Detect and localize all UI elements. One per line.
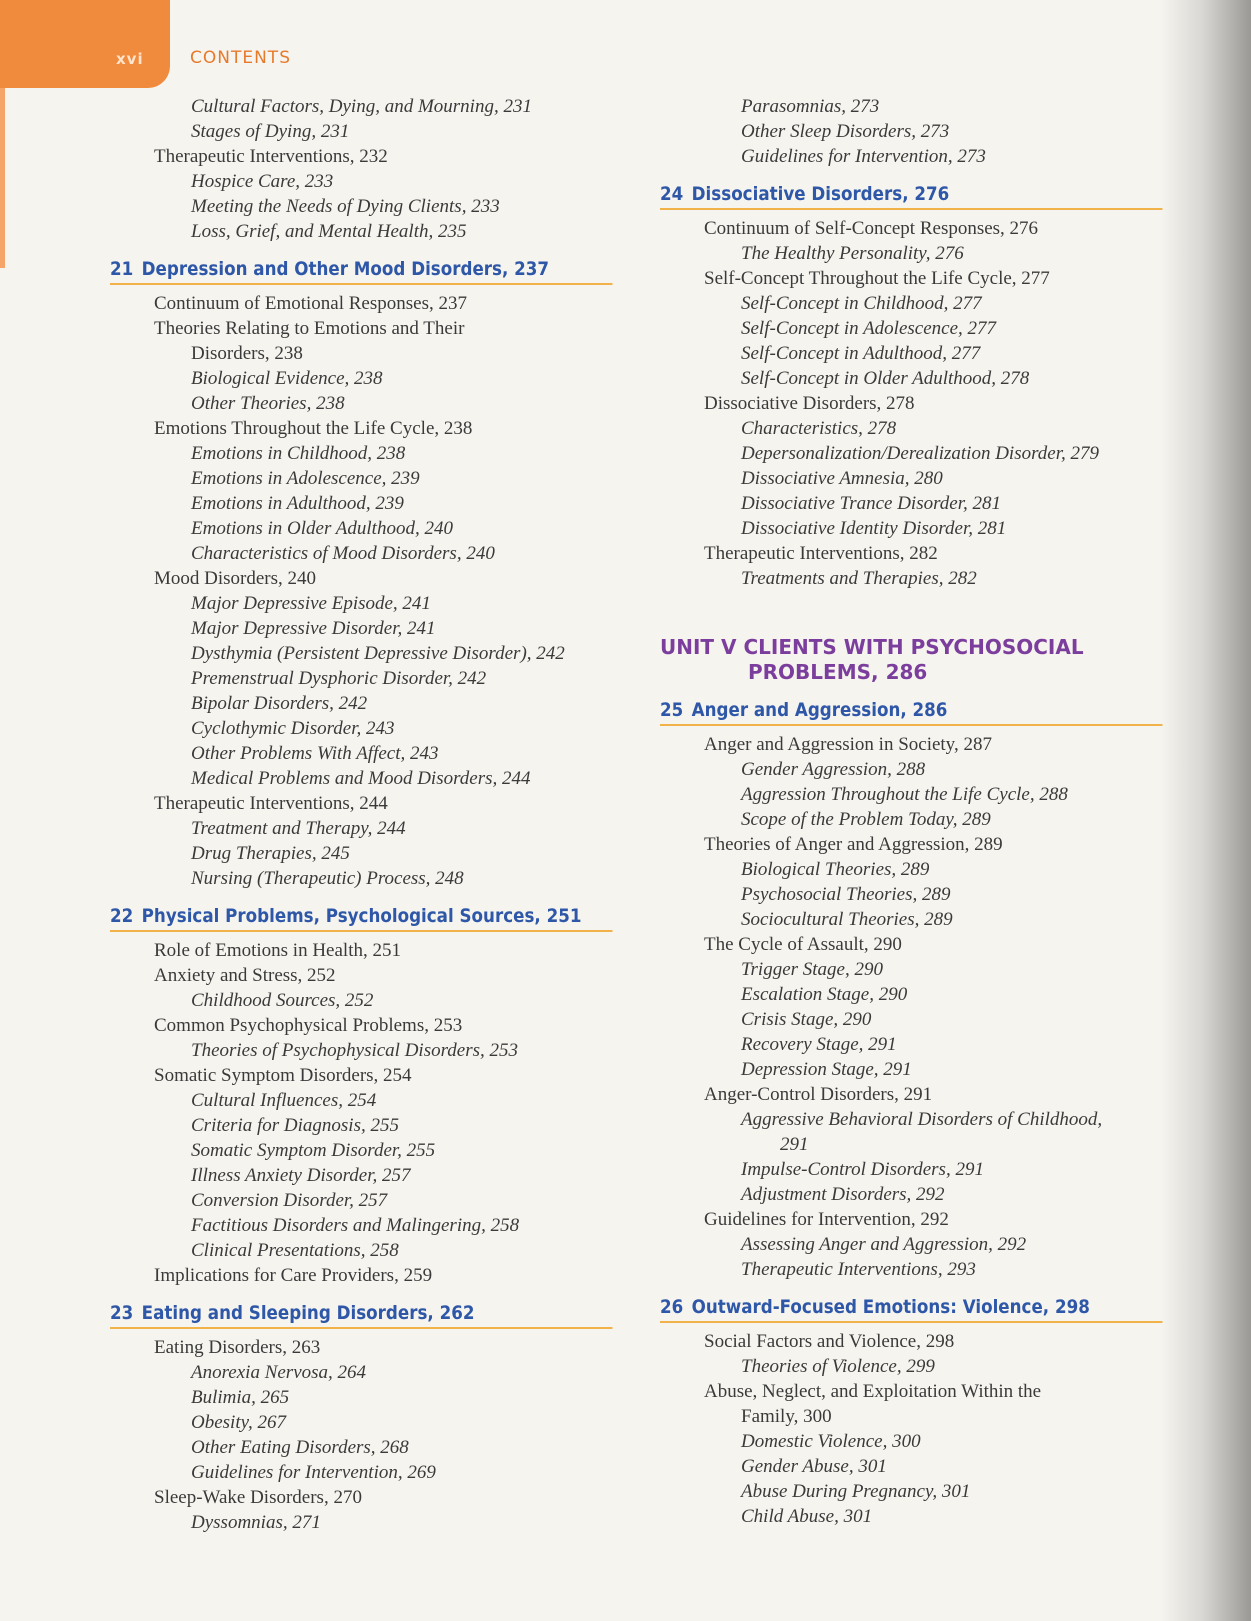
toc-entry: Meeting the Needs of Dying Clients, 233 [191, 196, 500, 217]
toc-entry: Crisis Stage, 290 [741, 1009, 872, 1030]
toc-entry: Mood Disorders, 240 [154, 568, 317, 589]
toc-entry: Somatic Symptom Disorders, 254 [154, 1065, 412, 1086]
toc-entry: Medical Problems and Mood Disorders, 244 [191, 768, 531, 789]
toc-entry: Other Theories, 238 [191, 393, 345, 414]
toc-entry: Other Sleep Disorders, 273 [741, 121, 950, 142]
toc-entry: Anorexia Nervosa, 264 [191, 1362, 367, 1383]
toc-entry: Loss, Grief, and Mental Health, 235 [191, 221, 467, 242]
toc-entry: Aggressive Behavioral Disorders of Childhood, [741, 1109, 1103, 1130]
toc-entry: Factitious Disorders and Malingering, 258 [191, 1215, 520, 1236]
toc-entry: Dysthymia (Persistent Depressive Disorder), 242 [191, 643, 565, 664]
left-top-items [110, 94, 615, 244]
toc-entry: Dissociative Disorders, 278 [704, 393, 915, 414]
toc-entry: Characteristics, 278 [741, 418, 897, 439]
unit-heading [660, 635, 1165, 685]
toc-entry: Implications for Care Providers, 259 [154, 1265, 433, 1286]
toc-entry: Clinical Presentations, 258 [191, 1240, 399, 1261]
toc-entry: Child Abuse, 301 [741, 1506, 873, 1527]
toc-entry: Other Problems With Affect, 243 [191, 743, 439, 764]
toc-entry: Adjustment Disorders, 292 [741, 1184, 945, 1205]
toc-entry: Major Depressive Episode, 241 [191, 593, 431, 614]
toc-entry: Sleep-Wake Disorders, 270 [154, 1487, 362, 1508]
toc-entry: Depersonalization/Derealization Disorder, 279 [741, 443, 1100, 464]
toc-entry: The Cycle of Assault, 290 [704, 934, 902, 955]
toc-entry: Anger and Aggression in Society, 287 [704, 734, 992, 755]
toc-entry: Therapeutic Interventions, 282 [704, 543, 938, 564]
toc-entry: Role of Emotions in Health, 251 [154, 940, 401, 961]
chapter-title: Depression and Other Mood Disorders, 237 [141, 258, 550, 280]
toc-entry: Psychosocial Theories, 289 [741, 884, 951, 905]
toc-entry: Emotions in Childhood, 238 [191, 443, 406, 464]
toc-entry: Therapeutic Interventions, 293 [741, 1259, 976, 1280]
toc-entry: Self-Concept in Adulthood, 277 [741, 343, 981, 364]
toc-entry: Escalation Stage, 290 [741, 984, 908, 1005]
toc-entry: Emotions in Older Adulthood, 240 [191, 518, 453, 539]
toc-entry: Anger-Control Disorders, 291 [704, 1084, 933, 1105]
toc-entry: Premenstrual Dysphoric Disorder, 242 [191, 668, 487, 689]
toc-entry: Major Depressive Disorder, 241 [191, 618, 436, 639]
toc-entry: Nursing (Therapeutic) Process, 248 [191, 868, 464, 889]
toc-entry: Emotions Throughout the Life Cycle, 238 [154, 418, 473, 439]
page-number: xvi [116, 50, 144, 68]
toc-entry: Self-Concept in Childhood, 277 [741, 293, 982, 314]
chapter-24 [660, 183, 1165, 591]
chapter-heading [660, 699, 1162, 726]
chapter-heading [660, 1296, 1162, 1323]
toc-entry: Childhood Sources, 252 [191, 990, 374, 1011]
toc-entry: The Healthy Personality, 276 [741, 243, 964, 264]
chapter-title: Outward-Focused Emotions: Violence, 298 [691, 1296, 1090, 1318]
toc-entry: Impulse-Control Disorders, 291 [741, 1159, 984, 1180]
toc-entry: Cultural Factors, Dying, and Mourning, 231 [191, 96, 532, 117]
toc-entry: Other Eating Disorders, 268 [191, 1437, 409, 1458]
toc-entry: Therapeutic Interventions, 244 [154, 793, 388, 814]
toc-entry: Family, 300 [741, 1406, 832, 1427]
toc-entry: Drug Therapies, 245 [191, 843, 350, 864]
toc-entry: Abuse During Pregnancy, 301 [741, 1481, 971, 1502]
chapter-25 [660, 699, 1165, 1282]
toc-entry: Treatment and Therapy, 244 [191, 818, 406, 839]
toc-entry: Theories of Psychophysical Disorders, 253 [191, 1040, 519, 1061]
toc-entry: Emotions in Adulthood, 239 [191, 493, 404, 514]
unit-heading-line2: PROBLEMS, 286 [748, 660, 928, 684]
chapter-heading [110, 1302, 612, 1329]
toc-entry: Conversion Disorder, 257 [191, 1190, 388, 1211]
toc-entry: Dissociative Amnesia, 280 [741, 468, 943, 489]
toc-entry: Guidelines for Intervention, 273 [741, 146, 986, 167]
toc-entry: Guidelines for Intervention, 292 [704, 1209, 949, 1230]
toc-entry: Guidelines for Intervention, 269 [191, 1462, 436, 1483]
toc-entry: Bipolar Disorders, 242 [191, 693, 368, 714]
toc-entry: Gender Abuse, 301 [741, 1456, 887, 1477]
toc-entry: Characteristics of Mood Disorders, 240 [191, 543, 495, 564]
toc-entry: Illness Anxiety Disorder, 257 [191, 1165, 411, 1186]
toc-entry: Continuum of Emotional Responses, 237 [154, 293, 467, 314]
toc-entry: Theories of Violence, 299 [741, 1356, 935, 1377]
toc-entry: Continuum of Self-Concept Responses, 276 [704, 218, 1039, 239]
toc-entry: Dissociative Trance Disorder, 281 [741, 493, 1002, 514]
right-top-items [660, 94, 1165, 169]
toc-entry: Self-Concept in Older Adulthood, 278 [741, 368, 1030, 389]
toc-entry: Recovery Stage, 291 [741, 1034, 897, 1055]
toc-entry: Scope of the Problem Today, 289 [741, 809, 991, 830]
toc-entry: Depression Stage, 291 [741, 1059, 912, 1080]
toc-entry: Therapeutic Interventions, 232 [154, 146, 388, 167]
toc-entry: Stages of Dying, 231 [191, 121, 350, 142]
toc-entry: Criteria for Diagnosis, 255 [191, 1115, 399, 1136]
toc-entry: Abuse, Neglect, and Exploitation Within the [704, 1381, 1042, 1402]
toc-entry: Bulimia, 265 [191, 1387, 290, 1408]
toc-entry: Theories of Anger and Aggression, 289 [704, 834, 1003, 855]
toc-entry: Parasomnias, 273 [741, 96, 880, 117]
toc-entry: Anxiety and Stress, 252 [154, 965, 336, 986]
toc-entry: Biological Evidence, 238 [191, 368, 383, 389]
toc-entry: Disorders, 238 [191, 343, 303, 364]
toc-entry: Emotions in Adolescence, 239 [191, 468, 420, 489]
left-column [110, 94, 615, 1535]
right-chapters [660, 699, 1165, 1529]
toc-entry: Common Psychophysical Problems, 253 [154, 1015, 463, 1036]
toc-entry: Dissociative Identity Disorder, 281 [741, 518, 1007, 539]
chapter-number: 25 [660, 699, 684, 721]
toc-entry: 291 [780, 1134, 809, 1155]
chapter-number: 22 [110, 905, 134, 927]
chapter-heading [110, 258, 612, 285]
chapter-22 [110, 905, 615, 1288]
toc-entry: Hospice Care, 233 [191, 171, 334, 192]
left-chapters [110, 258, 615, 1535]
toc-entry: Sociocultural Theories, 289 [741, 909, 953, 930]
toc-entry: Eating Disorders, 263 [154, 1337, 321, 1358]
chapter-26 [660, 1296, 1165, 1529]
unit-heading-line1: UNIT V CLIENTS WITH PSYCHOSOCIAL [660, 635, 1084, 659]
page-tab [0, 0, 170, 88]
toc-entry: Obesity, 267 [191, 1412, 286, 1433]
page-gutter-shadow [1161, 0, 1251, 1621]
toc-entry: Domestic Violence, 300 [741, 1431, 921, 1452]
toc-entry: Theories Relating to Emotions and Their [154, 318, 465, 339]
chapter-number: 23 [110, 1302, 134, 1324]
toc-entry: Self-Concept in Adolescence, 277 [741, 318, 997, 339]
toc-entry: Gender Aggression, 288 [741, 759, 926, 780]
page-tab-edge [0, 88, 5, 268]
chapter-title: Anger and Aggression, 286 [691, 699, 948, 721]
toc-entry: Trigger Stage, 290 [741, 959, 883, 980]
toc-entry: Self-Concept Throughout the Life Cycle, 277 [704, 268, 1050, 289]
chapter-title: Eating and Sleeping Disorders, 262 [141, 1302, 475, 1324]
toc-entry: Assessing Anger and Aggression, 292 [741, 1234, 1027, 1255]
toc-entry: Dyssomnias, 271 [191, 1512, 321, 1533]
toc-entry: Social Factors and Violence, 298 [704, 1331, 955, 1352]
toc-entry: Aggression Throughout the Life Cycle, 288 [741, 784, 1068, 805]
chapter-number: 24 [660, 183, 684, 205]
toc-entry: Biological Theories, 289 [741, 859, 930, 880]
running-head: CONTENTS [190, 48, 291, 68]
toc-entry: Somatic Symptom Disorder, 255 [191, 1140, 436, 1161]
chapter-title: Physical Problems, Psychological Sources, 251 [141, 905, 582, 927]
chapter-heading [660, 183, 1162, 210]
chapter-23 [110, 1302, 615, 1535]
toc-entry: Treatments and Therapies, 282 [741, 568, 977, 589]
chapter-title: Dissociative Disorders, 276 [691, 183, 950, 205]
toc-entry: Cultural Influences, 254 [191, 1090, 377, 1111]
chapter-heading [110, 905, 612, 932]
toc-entry: Cyclothymic Disorder, 243 [191, 718, 395, 739]
chapter-number: 26 [660, 1296, 684, 1318]
chapter-number: 21 [110, 258, 134, 280]
chapter-24 [660, 183, 1165, 591]
chapter-21 [110, 258, 615, 891]
right-column [660, 94, 1165, 1529]
